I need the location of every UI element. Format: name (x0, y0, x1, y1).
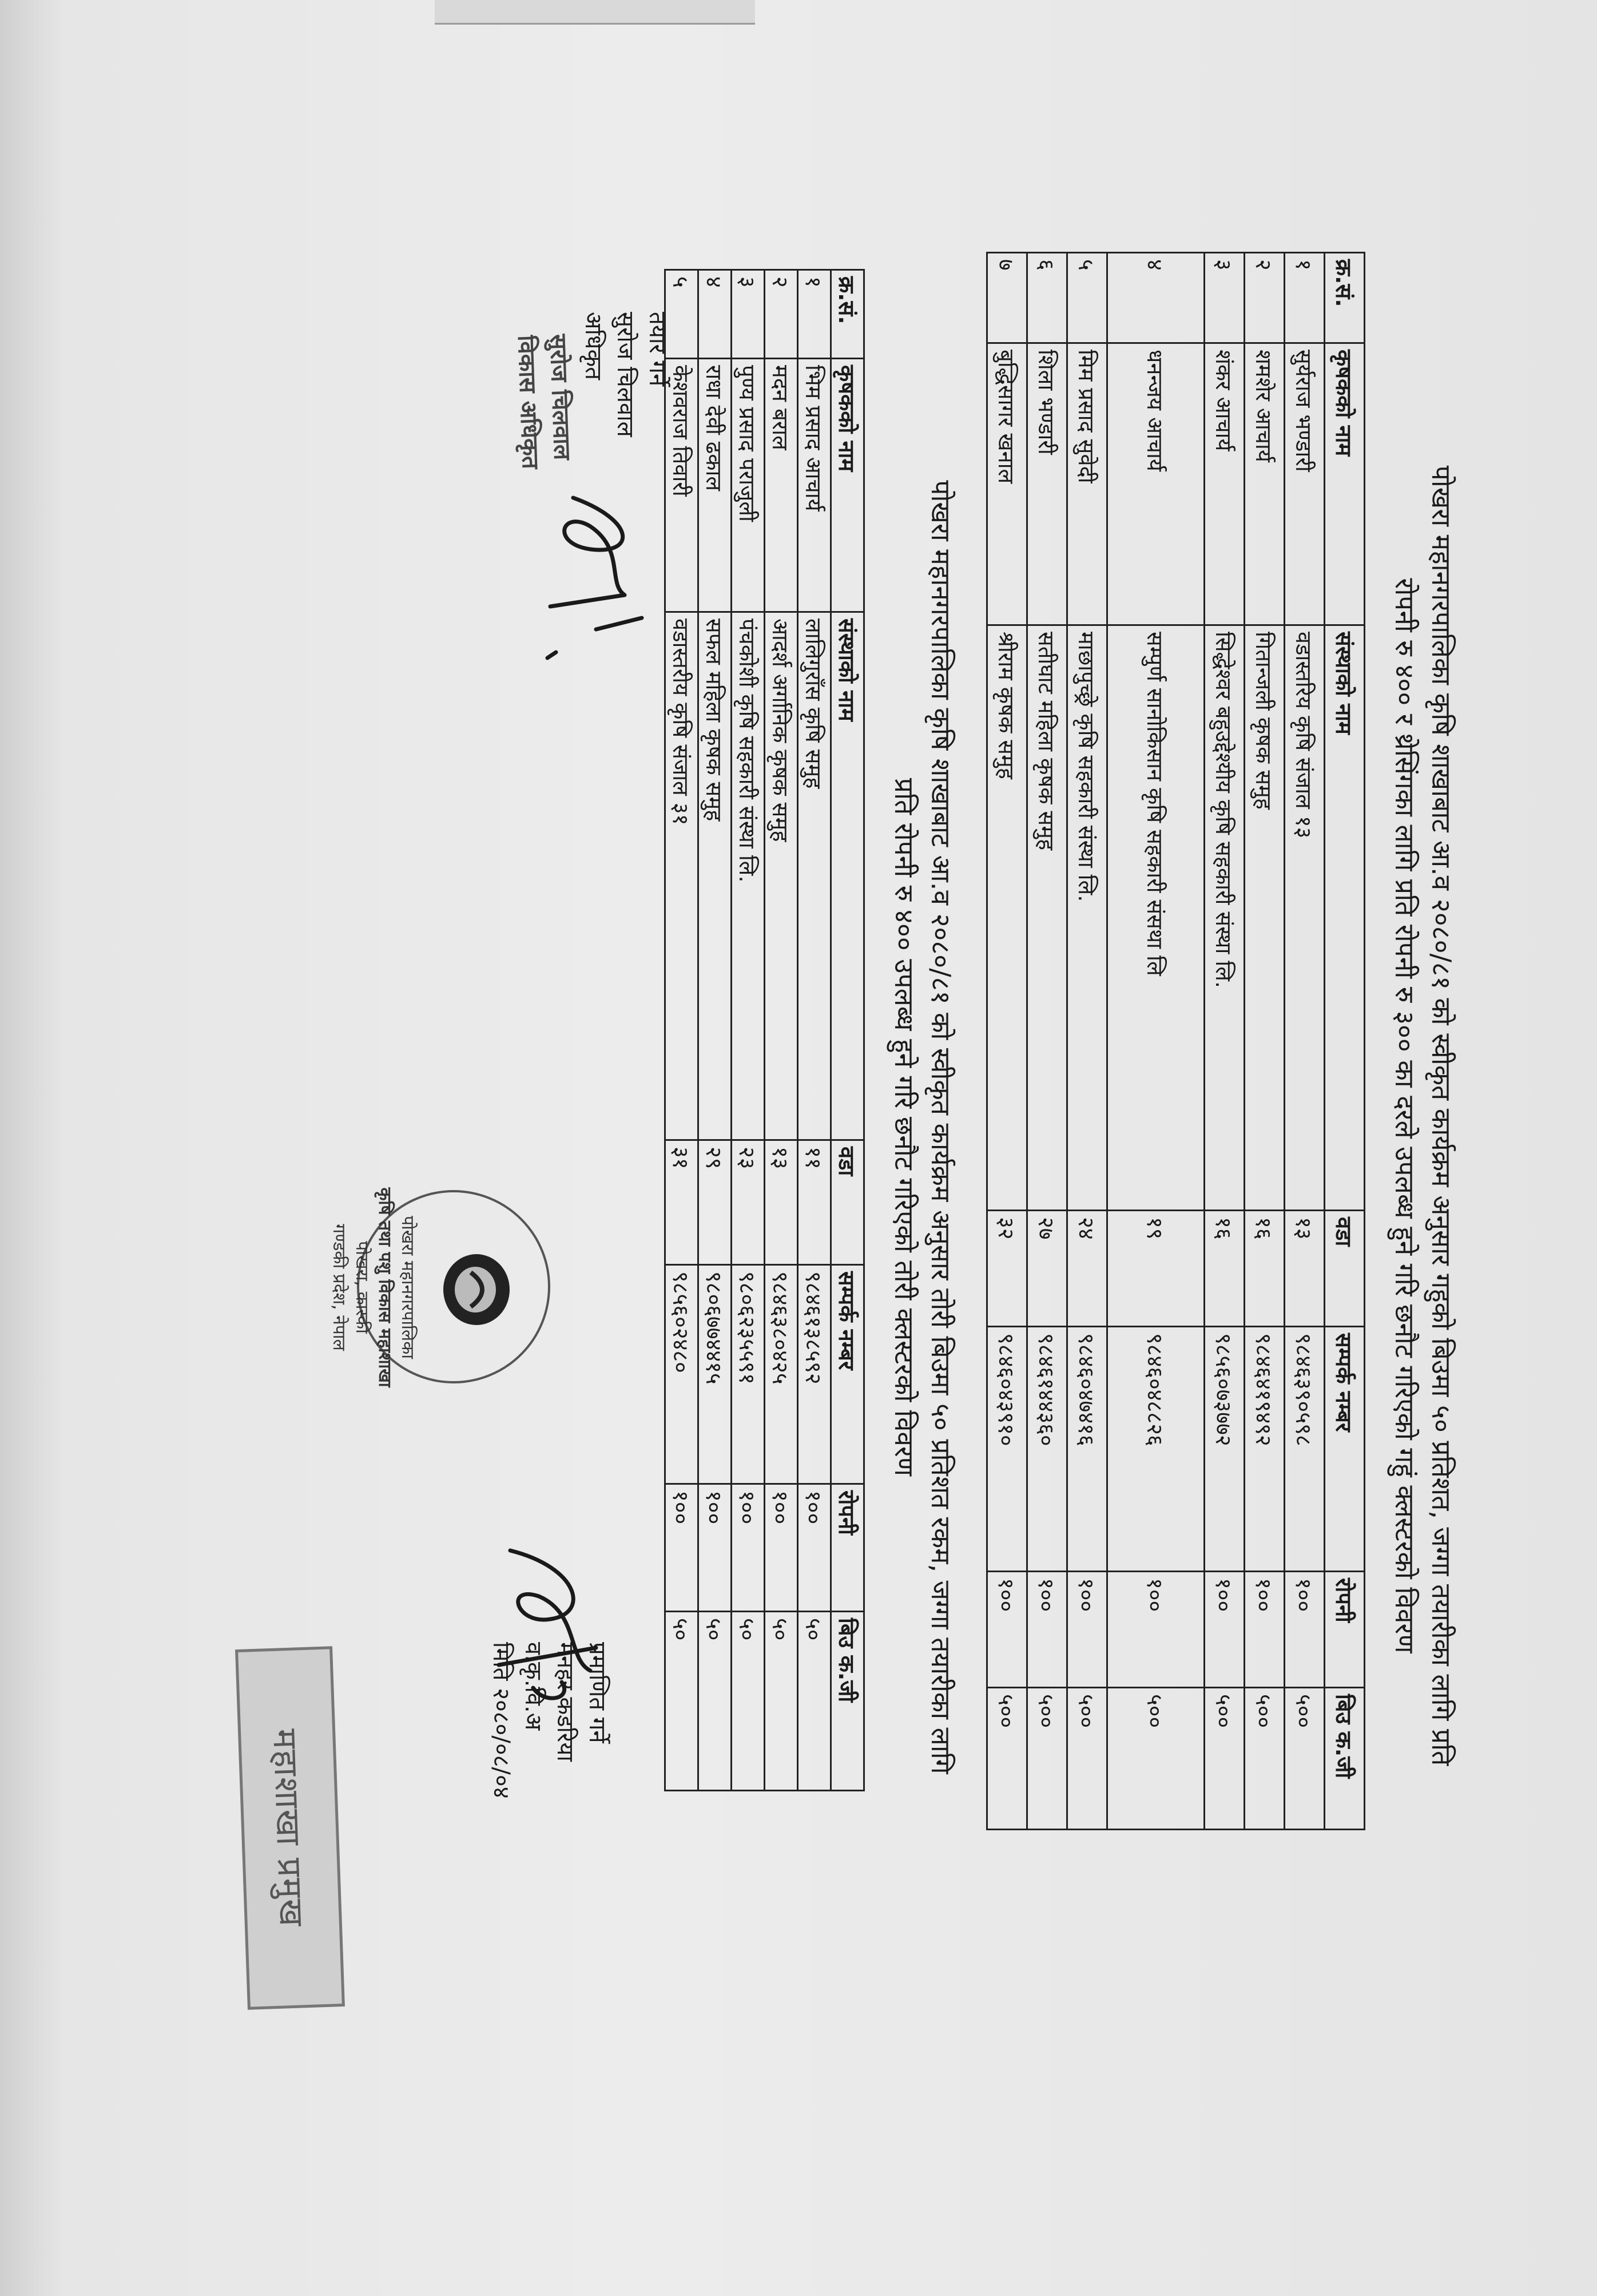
cell-name: शिला भण्डारी (1027, 343, 1067, 625)
cell-name: राधा देवी ढकाल (698, 359, 732, 612)
cell-seed: ५०० (1285, 1688, 1325, 1830)
cell-seed: ५० (765, 1612, 798, 1791)
cell-ropani: १०० (698, 1484, 732, 1612)
cell-name: पुण्य प्रसाद पराजुली (732, 359, 765, 612)
cell-name: बुद्धिसागर खनाल (987, 343, 1027, 625)
table-row (987, 253, 1027, 1830)
cell-ropani: १०० (1027, 1572, 1067, 1688)
seal-line2: कृषि तथा पशु विकास महाशाखा (375, 1187, 395, 1387)
cell-org: सम्पुर्ण सानोकिसान कृषि सहकारी संसथा लि (1107, 625, 1205, 1211)
cell-org: सफल महिला कृषक समुह (698, 612, 732, 1140)
col-sn: क्र.सं. (1325, 253, 1365, 343)
cell-ward: ३१ (665, 1140, 698, 1265)
col-ropani: रोपनी (1325, 1572, 1365, 1688)
mustard-title-line2: प्रति रोपनी रु ४०० उपलब्ध हुने गरि छनौट गरिएको तोरी क्लस्टरको विवरण (889, 778, 920, 1477)
seal-line1: पोखरा महानगरपालिका (398, 1215, 418, 1359)
cell-org: पंचकोशी कृषि सहकारी संस्था लि. (732, 612, 765, 1140)
approved-by-block (485, 1642, 613, 1871)
cell-ropani: १०० (1107, 1572, 1205, 1688)
cell-seed: ५०० (1107, 1688, 1205, 1830)
cell-ward: १६ (1245, 1211, 1285, 1327)
table-row (1205, 253, 1245, 1830)
cell-seed: ५०० (1067, 1688, 1107, 1830)
col-sn: क्र.सं. (831, 270, 864, 359)
cell-ward: २३ (732, 1140, 765, 1265)
cell-name: शंकर आचार्य (1205, 343, 1245, 625)
col-ward: वडा (1325, 1211, 1365, 1327)
cell-name: भिम प्रसाद आचार्य (798, 359, 831, 612)
cell-phone: ९८४६१३८५९२ (798, 1265, 831, 1484)
cell-name: मदन बराल (765, 359, 798, 612)
cell-phone: ९८४६०४७४१६ (1067, 1327, 1107, 1572)
approved-by-name: मनहर कडरिया (552, 1642, 578, 1762)
approved-by-designation: व.कृ.वि.अ (520, 1642, 546, 1731)
cell-seed: ५० (798, 1612, 831, 1791)
cell-ward: २४ (1067, 1211, 1107, 1327)
table-row (1285, 253, 1325, 1830)
cell-org: सिद्धेश्वर बहुउद्देश्यीय कृषि सहकारी संस्था लि. (1205, 625, 1245, 1211)
cell-sn: ३ (732, 270, 765, 359)
cell-ropani: १०० (987, 1572, 1027, 1688)
cell-ward: १३ (765, 1140, 798, 1265)
cell-name: सुर्यराज भण्डारी (1285, 343, 1325, 625)
table-row (1067, 253, 1107, 1830)
table-row (698, 270, 732, 1791)
wheat-title-line1: पोखरा महानगरपालिका कृषि शाखाबाट आ.व २०८०/८१ को स्वीकृत कार्यक्रम अनुसार गहुको बिउमा ५० प्रतिशत, जग्गा तयारीका लागि प्रति (1426, 465, 1457, 1766)
prepared-by-label: तयार गर्ने (644, 312, 670, 387)
cell-ward: ३२ (987, 1211, 1027, 1327)
cell-ward: ११ (798, 1140, 831, 1265)
cell-seed: ५०० (1245, 1688, 1285, 1830)
table-row (765, 270, 798, 1791)
table-row (798, 270, 831, 1791)
cell-org: वडास्तरिय कृषि संजाल १३ (1285, 625, 1325, 1211)
col-ropani: रोपनी (831, 1484, 864, 1612)
cell-seed: ५० (732, 1612, 765, 1791)
col-phone: सम्पर्क नम्बर (831, 1265, 864, 1484)
cell-sn: १ (798, 270, 831, 359)
approved-by-label: प्रमाणित गर्ने (584, 1642, 610, 1743)
cell-phone: ९८४६१४४३६० (1027, 1327, 1067, 1572)
cell-phone: ९८४६३९०५९८ (1285, 1327, 1325, 1572)
wheat-cluster-table (986, 252, 1365, 1830)
cell-sn: २ (1245, 253, 1285, 343)
cell-phone: ९८४६४१९४९२ (1245, 1327, 1285, 1572)
cell-seed: ५० (698, 1612, 732, 1791)
cell-org: गितान्जली कृषक समुह (1245, 625, 1285, 1211)
cell-name: मिम प्रसाद सुवेदी (1067, 343, 1107, 625)
cell-phone: ९८४६०४३९१० (987, 1327, 1027, 1572)
cell-ropani: १०० (765, 1484, 798, 1612)
office-head-stamp-text: महाशाखा प्रमुख (265, 1728, 312, 1928)
col-seed: बिउ क.जी (831, 1612, 864, 1791)
prepared-stamp (510, 334, 578, 469)
cell-seed: ५०० (987, 1688, 1027, 1830)
cell-ropani: १०० (1067, 1572, 1107, 1688)
office-head-stamp (235, 1646, 345, 2010)
cell-ropani: १०० (1245, 1572, 1285, 1688)
cell-ropani: १०० (665, 1484, 698, 1612)
cell-ropani: १०० (798, 1484, 831, 1612)
cell-phone: ९८०६७७४४१५ (698, 1265, 732, 1484)
cell-seed: ५० (665, 1612, 698, 1791)
table-row (1027, 253, 1067, 1830)
cell-sn: ६ (1027, 253, 1067, 343)
cell-org: सतीघाट महिला कृषक समुह (1027, 625, 1067, 1211)
approved-date: मिति २०८०/०८/०४ (488, 1642, 514, 1799)
seal-line3: पोखरा, कास्की (352, 1241, 372, 1334)
mustard-title-line1: पोखरा महानगरपालिका कृषि शाखाबाट आ.व २०८०/८१ को स्वीकृत कार्यक्रम अनुसार तोरी बिउमा ५० प्रतिशत रकम, जग्गा तयारीका लागि (925, 480, 956, 1774)
mustard-cluster-title (886, 240, 959, 2014)
cell-ward: १९ (1107, 1211, 1205, 1327)
cell-sn: ५ (1067, 253, 1107, 343)
seal-text (327, 1167, 419, 1407)
table-row (1107, 253, 1205, 1830)
cell-phone: ९८५६०७३७७२ (1205, 1327, 1245, 1572)
cell-ward: १६ (1205, 1211, 1245, 1327)
table-header (1325, 253, 1365, 1830)
table-row (732, 270, 765, 1791)
cell-name: धनन्जय आचार्य (1107, 343, 1205, 625)
table-header (831, 270, 864, 1791)
cell-org: लालिगुराँस कृषि समुह (798, 612, 831, 1140)
wheat-cluster-title (1387, 229, 1460, 2002)
col-ward: वडा (831, 1140, 864, 1265)
cell-ropani: १०० (1205, 1572, 1245, 1688)
cell-phone: ९८४६०४८८२६ (1107, 1327, 1205, 1572)
cell-sn: ४ (698, 270, 732, 359)
cell-phone: ९८०६२३५५९१ (732, 1265, 765, 1484)
cell-org: वडास्तरीय कृषि संजाल ३१ (665, 612, 698, 1140)
cell-phone: ९८५६०२४८० (665, 1265, 698, 1484)
cell-phone: ९८४६३८०४२५ (765, 1265, 798, 1484)
cell-sn: १ (1285, 253, 1325, 343)
col-name: कृषकको नाम (831, 359, 864, 612)
cell-org: माछापुच्छ्रे कृषि सहकारी संस्था लि. (1067, 625, 1107, 1211)
prepared-stamp-line1: सुरोज चिलवाल (544, 334, 575, 461)
cell-name: केशवराज तिवारी (665, 359, 698, 612)
prepared-stamp-line2: विकास अधिकृत (512, 335, 544, 470)
prepared-by-name: सुरोज चिलवाल (612, 312, 638, 437)
cell-ward: १३ (1285, 1211, 1325, 1327)
seal-line4: गण्डकी प्रदेश, नेपाल (329, 1224, 349, 1351)
cell-sn: ७ (987, 253, 1027, 343)
cell-sn: २ (765, 270, 798, 359)
cell-seed: ५०० (1027, 1688, 1067, 1830)
cell-sn: ५ (665, 270, 698, 359)
col-org: संस्थाको नाम (831, 612, 864, 1140)
prepared-by-designation: अधिकृत (580, 312, 606, 380)
col-phone: सम्पर्क नम्बर (1325, 1327, 1365, 1572)
cell-sn: ३ (1205, 253, 1245, 343)
cell-ward: २९ (698, 1140, 732, 1265)
wheat-title-line2: रोपनी रु ४०० र थ्रेसिंगका लागि प्रति रोपनी रु ३०० का दरले उपलब्ध हुने गरि छनौट गरिएको गहुं क्लस्टरको विवरण (1389, 578, 1420, 1653)
col-name: कृषकको नाम (1325, 343, 1365, 625)
seal-emblem-icon (436, 1247, 517, 1333)
cell-ropani: १०० (732, 1484, 765, 1612)
mustard-cluster-table (664, 269, 865, 1791)
col-seed: बिउ क.जी (1325, 1688, 1365, 1830)
cell-org: श्रीराम कृषक समुह (987, 625, 1027, 1211)
prepared-signature (533, 486, 659, 675)
cell-ward: २७ (1027, 1211, 1067, 1327)
cell-seed: ५०० (1205, 1688, 1245, 1830)
col-org: संस्थाको नाम (1325, 625, 1365, 1211)
cell-ropani: १०० (1285, 1572, 1325, 1688)
cell-name: शमशेर आचार्य (1245, 343, 1285, 625)
cell-sn: ४ (1107, 253, 1205, 343)
cell-org: आदर्श अर्गानिक कृषक समुह (765, 612, 798, 1140)
table-row (1245, 253, 1285, 1830)
